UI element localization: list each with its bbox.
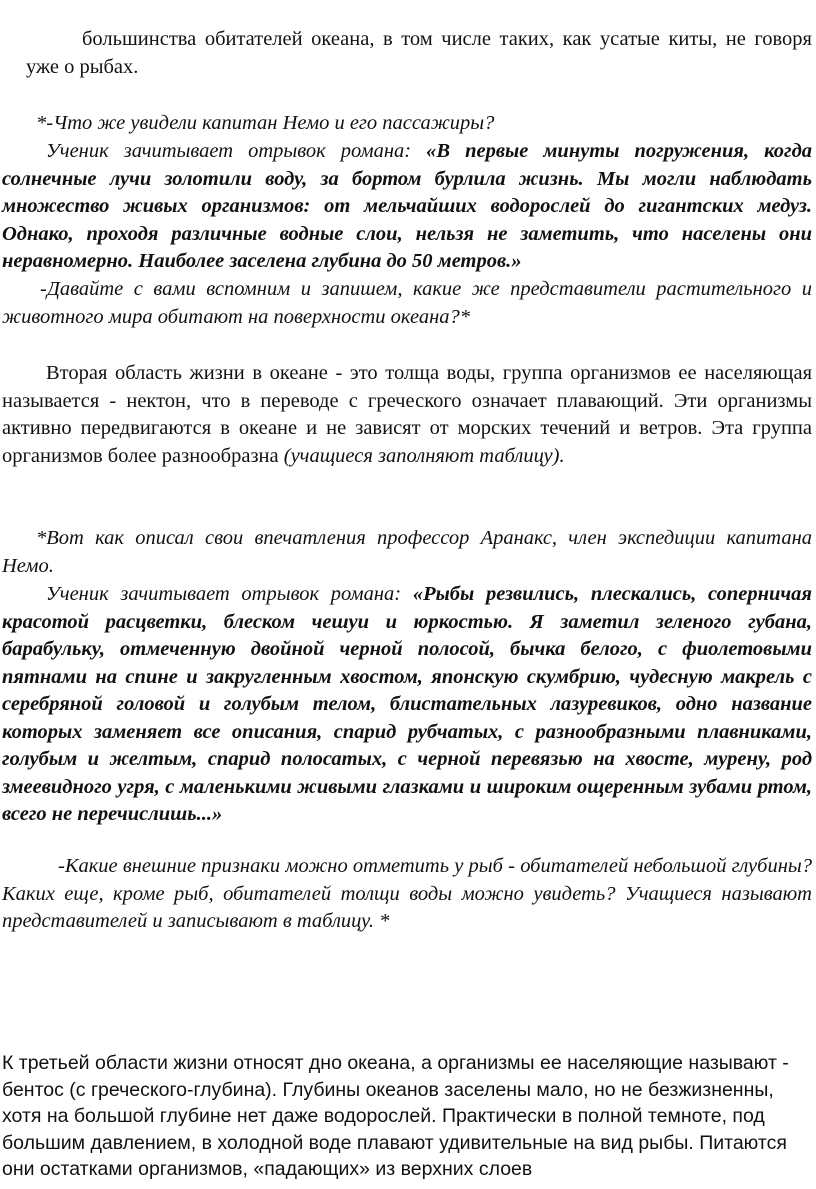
nekton-task-note: (учащиеся заполняют таблицу). [283,444,565,467]
paragraph-continuation: большинства обитателей океана, в том числе таких, как усатые киты, не говоря уже о рыбах. [26,28,812,78]
question-captain-nemo: *-Что же увидели капитан Немо и его пассажиры? [36,112,495,134]
novel-excerpt-1 [2,138,812,276]
nekton-text: Вторая область жизни в океане - это толща воды, группа организмов ее населяющая называется - нектон, что в переводе с греческого означает плавающий. Эти организмы активно передвигаются в океане и не зависят от морских течений и ветров. Эта группа организмов более разнообразна [2,362,812,467]
question-fish-features: -Какие внешние признаки можно отметить у рыб - обитателей небольшой глубины? Каких еще, кроме рыб, обитателей толщи воды можно увидеть? Учащиеся называют представителей и записывают в таблицу. * [2,855,812,932]
excerpt-1-intro: Ученик зачитывает отрывок романа: [46,140,427,162]
novel-excerpt-2 [2,581,812,829]
question-surface-organisms: -Давайте с вами вспомним и запишем, какие же представители растительного и животного мира обитают на поверхности океана?* [2,278,812,328]
paragraph-benthos: К третьей области жизни относят дно океана, а организмы ее населяющие называют - бентос (с греческого-глубина). Глубины океанов заселены мало, но не безжизненны, хотя на большой глубине нет даже водорослей. Практически в полной темноте, под большим давлением, в холодной воде плавают удивительные на вид рыбы. Питаются они остатками организмов, «падающих» из верхних слоев [2,1052,789,1180]
paragraph-nekton [2,360,812,470]
excerpt-2-intro: Ученик зачитывает отрывок романа: [46,583,413,605]
excerpt-2-quote: «Рыбы резвились, плескались, соперничая красотой расцветки, блеском чешуи и юркостью. Я заметил зеленого губана, барабульку, отмеченную двойной черной полосой, бычка белого, с фиолетовыми пятнами на спине и закругленным хвостом, японскую скумбрию, чудесную макрель с серебряной головой и голубым телом, блистательных лазуревиков, одно название которых заменяет все описания, спарид рубчатых, с разнообразными плавниками, голубым и желтым, спарид полосатых, с черной перевязью на хвосте, мурену, род змеевидного угря, с маленькими живыми глазками и широким ощеренным зубами ртом, всего не перечислишь...» [2,583,812,825]
aronnax-intro: *Вот как описал свои впечатления профессор Аранакс, член экспедиции капитана Немо. [2,527,812,577]
excerpt-1-quote: «В первые минуты погружения, когда солнечные лучи золотили воду, за бортом бурлила жизнь. Мы могли наблюдать множество живых организмов: от мельчайших водорослей до гигантских медуз. Однако, проходя различные водные слои, нельзя не заметить, что населены они неравномерно. Наиболее заселена глубина до 50 метров.» [2,140,812,272]
